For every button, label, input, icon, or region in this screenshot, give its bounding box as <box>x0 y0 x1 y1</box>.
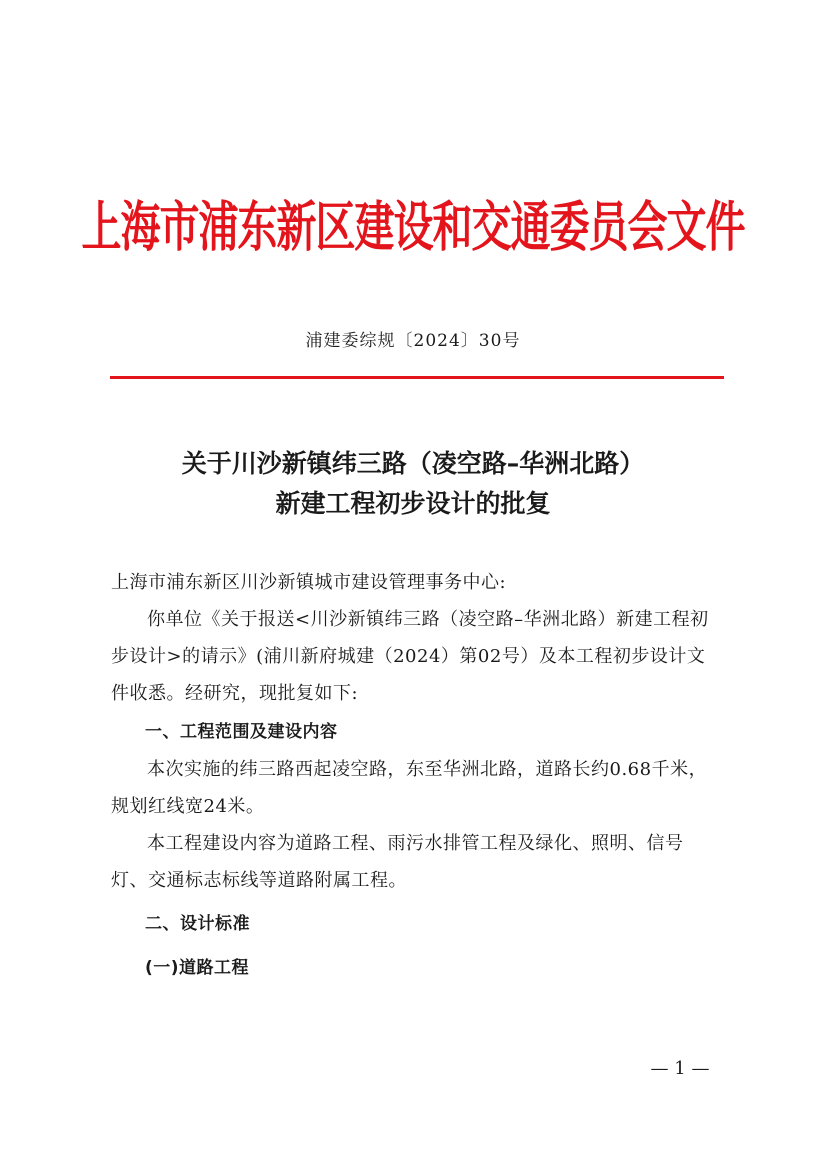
red-divider-line <box>110 376 724 379</box>
document-number: 浦建委综规〔2024〕30号 <box>305 331 521 351</box>
title-line-2: 新建工程初步设计的批复 <box>275 489 551 518</box>
title-line-1: 关于川沙新镇纬三路（凌空路–华洲北路） <box>181 449 645 478</box>
section-2-subheading-1: (一)道路工程 <box>145 958 250 978</box>
section-1-paragraph-1: 本次实施的纬三路西起凌空路，东至华洲北路，道路长约0.68千米，规划红线宽24米。 <box>111 759 708 817</box>
masthead-title: 上海市浦东新区建设和交通委员会文件 <box>81 196 745 260</box>
document-body <box>111 564 719 987</box>
section-1-paragraph-2: 本工程建设内容为道路工程、雨污水排管工程及绿化、照明、信号灯、交通标志标线等道路附属工程。 <box>111 833 684 891</box>
intro-paragraph: 你单位《关于报送<川沙新镇纬三路（凌空路–华洲北路）新建工程初步设计>的请示》(浦川新府城建（2024）第02号）及本工程初步设计文件收悉。经研究，现批复如下: <box>111 609 709 704</box>
addressee: 上海市浦东新区川沙新镇城市建设管理事务中心: <box>111 572 507 593</box>
document-title <box>80 444 746 524</box>
section-1-heading: 一、工程范围及建设内容 <box>145 722 338 742</box>
section-2-heading: 二、设计标准 <box>145 914 250 934</box>
page-number: — 1 — <box>650 1058 710 1079</box>
